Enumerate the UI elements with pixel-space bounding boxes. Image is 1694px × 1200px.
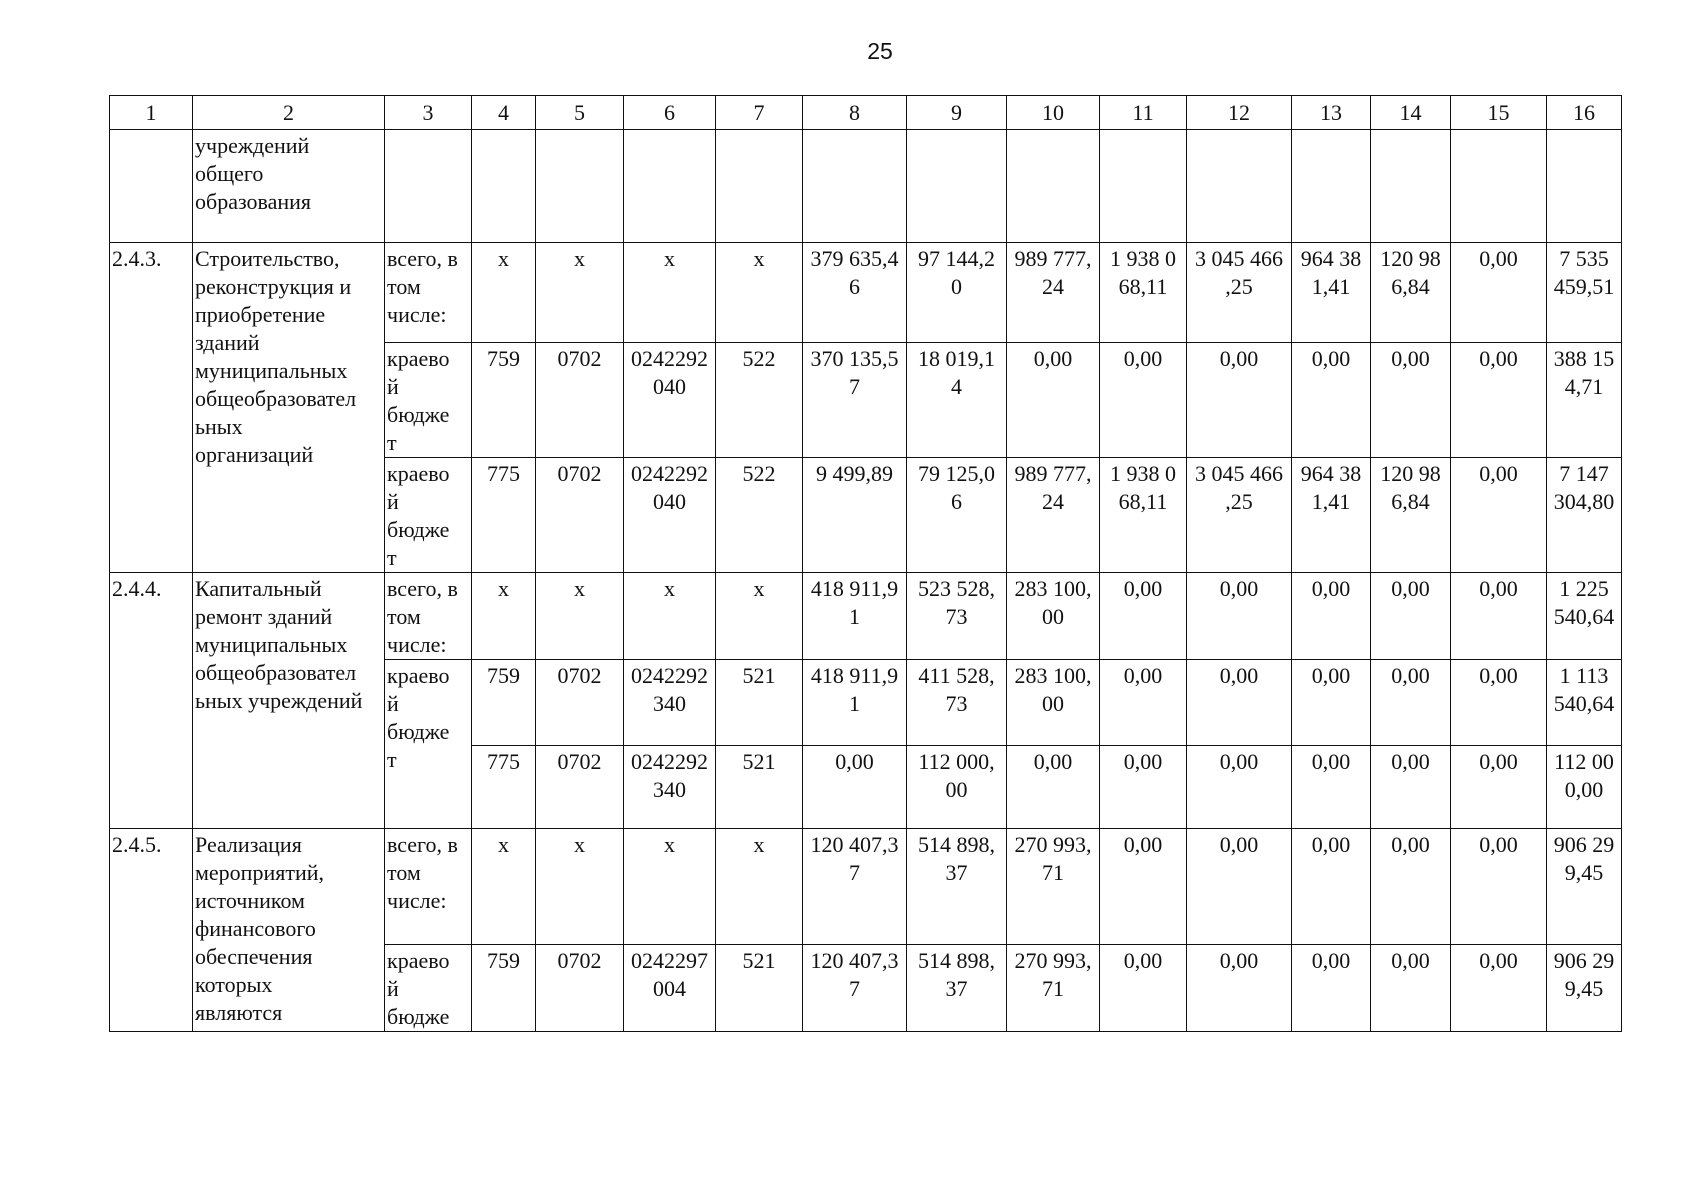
header-cell: 2	[193, 96, 385, 130]
value-cell: 514 898, 37	[907, 945, 1007, 1032]
value-cell: 0242292 040	[624, 343, 716, 458]
empty-cell	[803, 130, 907, 243]
value-cell: 0,00	[1451, 660, 1547, 746]
value-cell: 97 144,2 0	[907, 243, 1007, 343]
empty-cell	[716, 130, 803, 243]
value-cell: х	[472, 243, 536, 343]
budget-table	[109, 95, 1622, 1032]
empty-cell	[536, 130, 624, 243]
value-cell: 0702	[536, 746, 624, 829]
header-cell: 10	[1007, 96, 1100, 130]
funding-source-cell: краево й бюдже т	[385, 458, 472, 573]
funding-source-cell: всего, в том числе:	[385, 243, 472, 343]
value-cell: 759	[472, 660, 536, 746]
value-cell: 0,00	[1187, 829, 1292, 945]
value-cell: х	[716, 573, 803, 660]
empty-cell	[1547, 130, 1622, 243]
value-cell: х	[716, 829, 803, 945]
header-cell: 6	[624, 96, 716, 130]
value-cell: 7 147 304,80	[1547, 458, 1622, 573]
value-cell: х	[472, 829, 536, 945]
empty-cell	[907, 130, 1007, 243]
value-cell: 120 98 6,84	[1371, 243, 1451, 343]
value-cell: 0,00	[1451, 945, 1547, 1032]
value-cell: 1 113 540,64	[1547, 660, 1622, 746]
value-cell: 759	[472, 343, 536, 458]
value-cell: 514 898, 37	[907, 829, 1007, 945]
value-cell: 521	[716, 660, 803, 746]
row-number-cell: 2.4.5.	[110, 829, 193, 1032]
value-cell: 0,00	[1187, 945, 1292, 1032]
table-row	[110, 130, 1622, 243]
value-cell: 388 15 4,71	[1547, 343, 1622, 458]
empty-cell	[1451, 130, 1547, 243]
header-cell: 1	[110, 96, 193, 130]
value-cell: 112 000, 00	[907, 746, 1007, 829]
value-cell: 0,00	[1187, 746, 1292, 829]
empty-cell	[1007, 130, 1100, 243]
value-cell: 0,00	[1100, 573, 1187, 660]
value-cell: 0,00	[1292, 945, 1371, 1032]
header-cell: 13	[1292, 96, 1371, 130]
value-cell: 120 407,3 7	[803, 829, 907, 945]
empty-cell	[385, 130, 472, 243]
empty-cell	[1371, 130, 1451, 243]
value-cell: х	[472, 573, 536, 660]
value-cell: 0,00	[1292, 660, 1371, 746]
value-cell: х	[536, 243, 624, 343]
header-cell: 5	[536, 96, 624, 130]
value-cell: 270 993, 71	[1007, 829, 1100, 945]
value-cell: 906 29 9,45	[1547, 829, 1622, 945]
value-cell: 18 019,1 4	[907, 343, 1007, 458]
value-cell: 0,00	[1292, 343, 1371, 458]
value-cell: 370 135,5 7	[803, 343, 907, 458]
value-cell: 775	[472, 746, 536, 829]
value-cell: 0,00	[1371, 945, 1451, 1032]
value-cell: 112 00 0,00	[1547, 746, 1622, 829]
value-cell: 0,00	[1292, 746, 1371, 829]
value-cell: 0242292 040	[624, 458, 716, 573]
value-cell: х	[624, 573, 716, 660]
header-cell: 12	[1187, 96, 1292, 130]
value-cell: 418 911,9 1	[803, 660, 907, 746]
value-cell: 1 225 540,64	[1547, 573, 1622, 660]
value-cell: 0,00	[1451, 243, 1547, 343]
value-cell: 0,00	[1292, 573, 1371, 660]
value-cell: 0,00	[803, 746, 907, 829]
value-cell: 0,00	[1100, 746, 1187, 829]
value-cell: 0,00	[1007, 746, 1100, 829]
value-cell: 0702	[536, 343, 624, 458]
value-cell: 3 045 466 ,25	[1187, 458, 1292, 573]
value-cell: 9 499,89	[803, 458, 907, 573]
value-cell: 522	[716, 343, 803, 458]
value-cell: 0242292 340	[624, 660, 716, 746]
row-number-cell	[110, 130, 193, 243]
value-cell: 989 777, 24	[1007, 243, 1100, 343]
table-row	[110, 829, 1622, 945]
value-cell: 989 777, 24	[1007, 458, 1100, 573]
funding-source-cell: всего, в том числе:	[385, 829, 472, 945]
value-cell: 0,00	[1100, 829, 1187, 945]
event-name-cell: Строительство, реконструкция и приобретение зданий муниципальных общеобразовател ьных организаций	[193, 243, 385, 573]
value-cell: 964 38 1,41	[1292, 243, 1371, 343]
value-cell: 0702	[536, 660, 624, 746]
header-cell: 16	[1547, 96, 1622, 130]
header-row	[110, 96, 1622, 130]
header-cell: 4	[472, 96, 536, 130]
value-cell: 0,00	[1451, 458, 1547, 573]
value-cell: 0,00	[1187, 660, 1292, 746]
value-cell: 0,00	[1371, 746, 1451, 829]
funding-source-cell: краево й бюдже т	[385, 343, 472, 458]
value-cell: х	[624, 829, 716, 945]
row-number-cell: 2.4.3.	[110, 243, 193, 573]
value-cell: 775	[472, 458, 536, 573]
value-cell: 0,00	[1371, 829, 1451, 945]
value-cell: 0,00	[1100, 945, 1187, 1032]
funding-source-cell: краево й бюдже т	[385, 660, 472, 829]
value-cell: 964 38 1,41	[1292, 458, 1371, 573]
value-cell: 0,00	[1371, 660, 1451, 746]
value-cell: 0,00	[1451, 343, 1547, 458]
value-cell: 283 100, 00	[1007, 660, 1100, 746]
funding-source-cell: краево й бюдже	[385, 945, 472, 1032]
header-cell: 9	[907, 96, 1007, 130]
value-cell: 418 911,9 1	[803, 573, 907, 660]
value-cell: 0,00	[1187, 573, 1292, 660]
value-cell: 79 125,0 6	[907, 458, 1007, 573]
value-cell: 523 528, 73	[907, 573, 1007, 660]
header-cell: 11	[1100, 96, 1187, 130]
value-cell: 0,00	[1451, 573, 1547, 660]
event-name-cell: учреждений общего образования	[193, 130, 385, 243]
value-cell: 0242292 340	[624, 746, 716, 829]
value-cell: 3 045 466 ,25	[1187, 243, 1292, 343]
value-cell: 0,00	[1371, 343, 1451, 458]
event-name-cell: Капитальный ремонт зданий муниципальных общеобразовател ьных учреждений	[193, 573, 385, 829]
value-cell: 411 528, 73	[907, 660, 1007, 746]
row-number-cell: 2.4.4.	[110, 573, 193, 829]
empty-cell	[1100, 130, 1187, 243]
value-cell: 270 993, 71	[1007, 945, 1100, 1032]
value-cell: 0702	[536, 458, 624, 573]
value-cell: 0,00	[1371, 573, 1451, 660]
header-cell: 14	[1371, 96, 1451, 130]
value-cell: 759	[472, 945, 536, 1032]
value-cell: 0,00	[1100, 343, 1187, 458]
value-cell: 120 407,3 7	[803, 945, 907, 1032]
value-cell: 0702	[536, 945, 624, 1032]
header-cell: 7	[716, 96, 803, 130]
value-cell: 0,00	[1187, 343, 1292, 458]
value-cell: 521	[716, 746, 803, 829]
event-name-cell: Реализация мероприятий, источником финансового обеспечения которых являются	[193, 829, 385, 1032]
value-cell: 1 938 0 68,11	[1100, 458, 1187, 573]
value-cell: 0,00	[1292, 829, 1371, 945]
header-cell: 15	[1451, 96, 1547, 130]
value-cell: х	[536, 573, 624, 660]
value-cell: 0,00	[1451, 829, 1547, 945]
value-cell: 379 635,4 6	[803, 243, 907, 343]
empty-cell	[472, 130, 536, 243]
page-number: 25	[867, 38, 893, 64]
value-cell: 1 938 0 68,11	[1100, 243, 1187, 343]
value-cell: 0,00	[1451, 746, 1547, 829]
value-cell: 7 535 459,51	[1547, 243, 1622, 343]
funding-source-cell: всего, в том числе:	[385, 573, 472, 660]
value-cell: 906 29 9,45	[1547, 945, 1622, 1032]
empty-cell	[1187, 130, 1292, 243]
value-cell: х	[716, 243, 803, 343]
table-row	[110, 573, 1622, 660]
value-cell: 0,00	[1100, 660, 1187, 746]
value-cell: 120 98 6,84	[1371, 458, 1451, 573]
value-cell: 521	[716, 945, 803, 1032]
value-cell: 0,00	[1007, 343, 1100, 458]
value-cell: 0242297 004	[624, 945, 716, 1032]
header-cell: 3	[385, 96, 472, 130]
empty-cell	[1292, 130, 1371, 243]
value-cell: 283 100, 00	[1007, 573, 1100, 660]
table-row	[110, 243, 1622, 343]
value-cell: х	[624, 243, 716, 343]
value-cell: 522	[716, 458, 803, 573]
empty-cell	[624, 130, 716, 243]
value-cell: х	[536, 829, 624, 945]
header-cell: 8	[803, 96, 907, 130]
